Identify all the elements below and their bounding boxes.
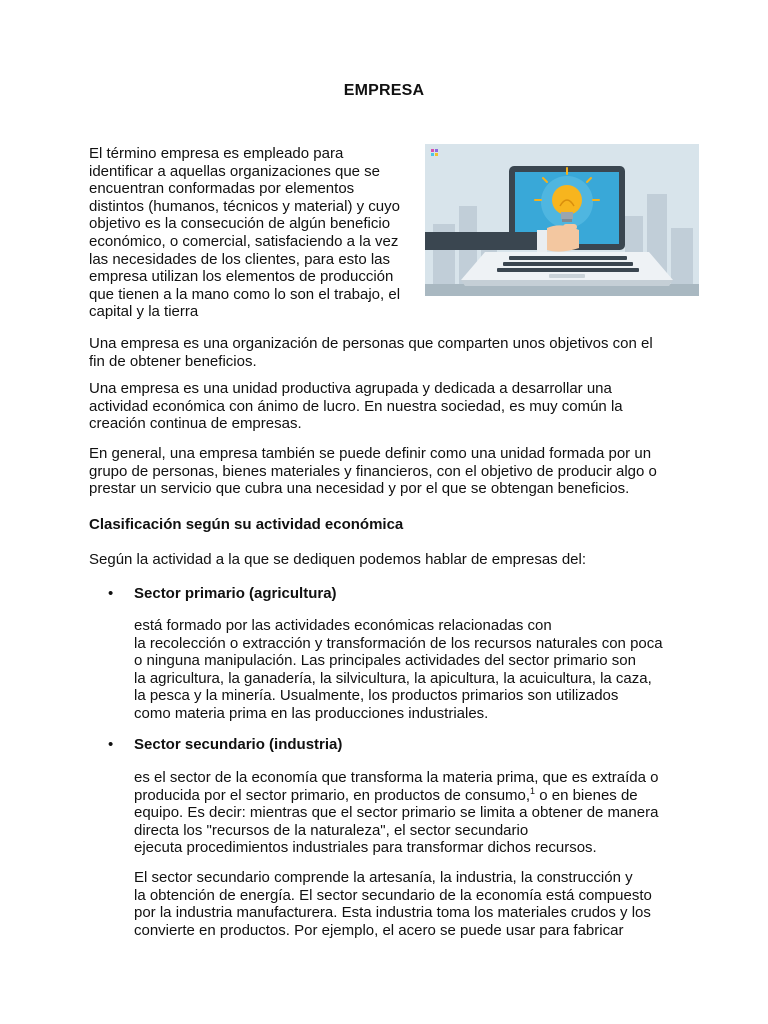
intro-line: económico, o comercial, satisfaciendo a la vez [89, 232, 399, 250]
intro-line: El término empresa es empleado para [89, 145, 344, 162]
laptop-lightbulb-illustration [425, 144, 699, 296]
text-line: o en bienes de [535, 786, 638, 804]
sector1-title: Sector primario (agricultura) [134, 585, 337, 602]
sector1-paragraph [134, 617, 694, 723]
text-line: prestar un servicio que cubra una necesidad y por el que se obtengan beneficios. [89, 480, 630, 498]
intro-line: capital y la tierra [89, 303, 199, 321]
text-line: la obtención de energía. El sector secundario de la economía está compuesto [134, 886, 652, 904]
definition-paragraph-3 [89, 445, 689, 498]
intro-line: las necesidades de los clientes, para esto las [89, 250, 391, 268]
text-line: o ninguna manipulación. Las principales actividades del sector primario son [134, 652, 636, 670]
text-line: equipo. Es decir: mientras que el sector primario se limita a obtener de manera [134, 804, 659, 822]
text-line: la pesca y la minería. Usualmente, los productos primarios son utilizados [134, 687, 619, 705]
footnote-marker[interactable]: 1 [530, 785, 536, 796]
text-line: directa los "recursos de la naturaleza", el sector secundario [134, 821, 529, 839]
text-line: por la industria manufacturera. Esta industria toma los materiales crudos y los [134, 904, 651, 922]
definition-paragraph-1 [89, 335, 689, 370]
text-line: ejecuta procedimientos industriales para transformar dichos recursos. [134, 839, 597, 857]
text-line: actividad económica con ánimo de lucro. En nuestra sociedad, es muy común la [89, 397, 623, 415]
text-line: convierte en productos. Por ejemplo, el acero se puede usar para fabricar [134, 921, 624, 939]
intro-line: objetivo es la consecución de algún beneficio [89, 215, 391, 233]
text-line: El sector secundario comprende la artesanía, la industria, la construcción y [134, 869, 633, 886]
definition-paragraph-2 [89, 380, 689, 433]
text-line: producida por el sector primario, en productos de consumo, [134, 786, 531, 804]
text-line: la agricultura, la ganadería, la silvicultura, la apicultura, la acuicultura, la caza, [134, 669, 652, 687]
intro-line: distintos (humanos, técnicos y material) y cuyo [89, 197, 400, 215]
sectors-intro: Según la actividad a la que se dediquen podemos hablar de empresas del: [89, 551, 587, 568]
sector2-paragraph [134, 769, 694, 857]
text-line: creación continua de empresas. [89, 415, 302, 433]
text-line: Una empresa es una organización de personas que comparten unos objetivos con el [89, 335, 653, 352]
text-line: fin de obtener beneficios. [89, 352, 257, 370]
text-line: como materia prima en las producciones industriales. [134, 704, 489, 722]
intro-line: encuentran conformadas por elementos [89, 180, 355, 198]
bullet-marker: • [108, 585, 114, 602]
section-heading: Clasificación según su actividad económica [89, 516, 404, 533]
intro-line: que tienen a la mano como lo son el trabajo, el [89, 285, 401, 303]
text-line: En general, una empresa también se puede definir como una unidad formada por un [89, 445, 652, 462]
sector2-paragraph-2 [134, 869, 694, 939]
text-line: la recolección o extracción y transformación de los recursos naturales con poca [134, 634, 663, 652]
intro-line: empresa utilizan los elementos de producción [89, 268, 394, 286]
text-line: grupo de personas, bienes materiales y financieros, con el objetivo de producir algo o [89, 462, 657, 480]
document-title: EMPRESA [343, 82, 425, 99]
intro-paragraph [89, 145, 419, 321]
text-line: está formado por las actividades económicas relacionadas con [134, 617, 552, 634]
text-line: es el sector de la economía que transforma la materia prima, que es extraída o [134, 769, 659, 786]
intro-line: identificar a aquellas organizaciones que se [89, 162, 381, 180]
text-line: Una empresa es una unidad productiva agrupada y dedicada a desarrollar una [89, 380, 612, 397]
sector2-title: Sector secundario (industria) [134, 736, 343, 753]
bullet-marker: • [108, 736, 114, 753]
